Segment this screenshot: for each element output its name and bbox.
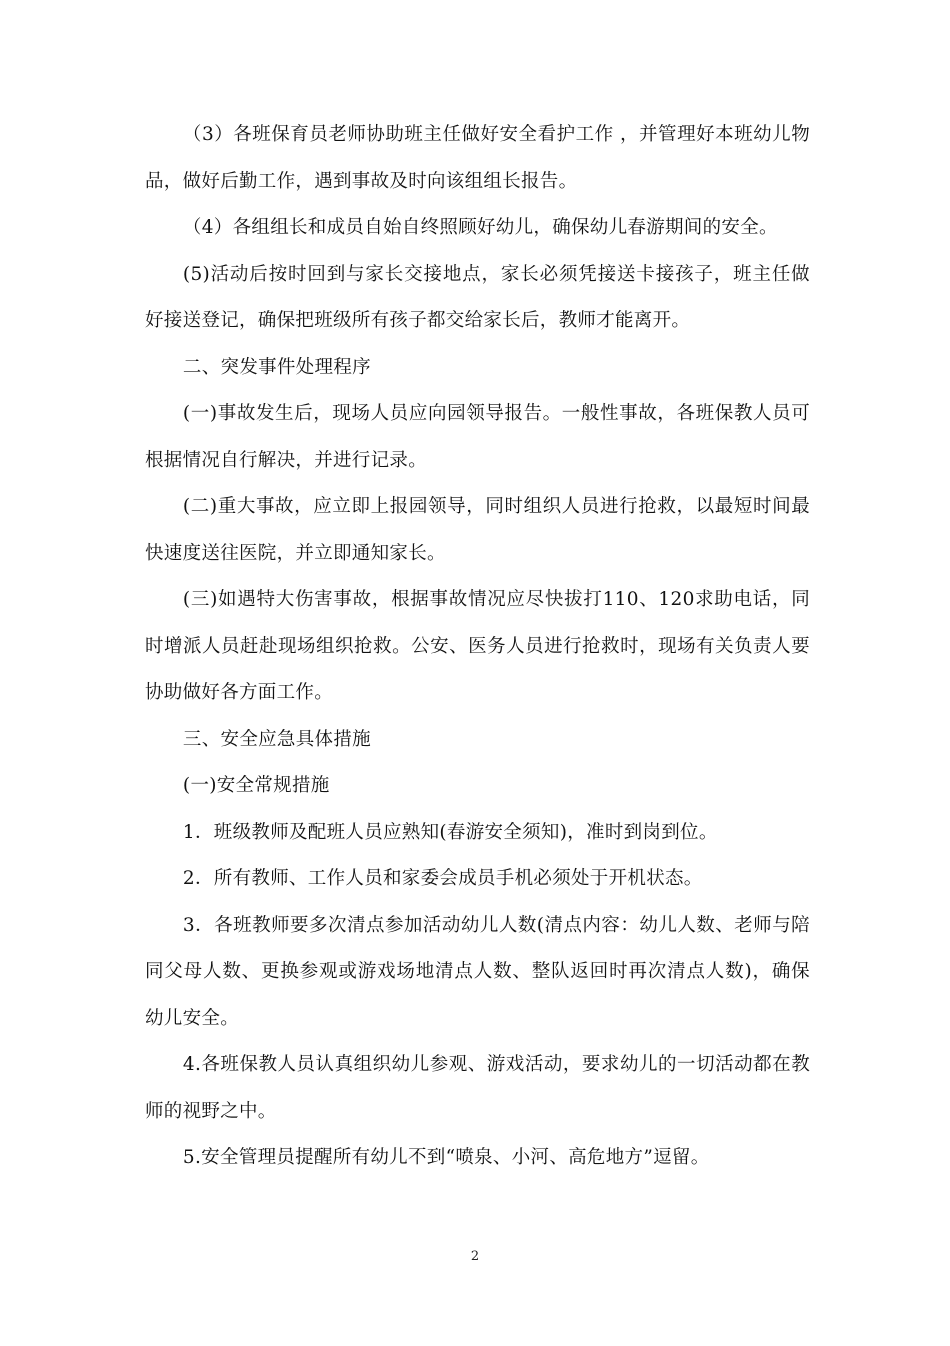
paragraph-duty-3: （3）各班保育员老师协助班主任做好安全看护工作 ，并管理好本班幼儿物品，做好后勤工作，遇到事故及时向该组组长报告。 [145, 124, 810, 192]
subheading-routine-measures: (一)安全常规措施 [182, 775, 330, 796]
paragraph-duty-4: （4）各组组长和成员自始自终照顾好幼儿，确保幼儿春游期间的安全。 [182, 217, 778, 238]
paragraph-measure-5: 5.安全管理员提醒所有幼儿不到“喷泉、小河、高危地方”逗留。 [182, 1147, 710, 1168]
paragraph-measure-4: 4.各班保教人员认真组织幼儿参观、游戏活动，要求幼儿的一切活动都在教师的视野之中。 [145, 1054, 810, 1122]
paragraph-measure-2: 2．所有教师、工作人员和家委会成员手机必须处于开机状态。 [182, 868, 703, 889]
paragraph-measure-3: 3．各班教师要多次清点参加活动幼儿人数(清点内容：幼儿人数、老师与陪同父母人数、更换参观或游戏场地清点人数、整队返回时再次清点人数)，确保幼儿安全。 [145, 914, 810, 1029]
paragraph-procedure-2: (二)重大事故，应立即上报园领导，同时组织人员进行抢救，以最短时间最快速度送往医院，并立即通知家长。 [145, 496, 810, 564]
paragraph-duty-5: (5)活动后按时回到与家长交接地点，家长必须凭接送卡接孩子，班主任做好接送登记，确保把班级所有孩子都交给家长后，教师才能离开。 [145, 263, 810, 331]
page-number: 2 [470, 1249, 480, 1264]
paragraph-procedure-3: (三)如遇特大伤害事故，根据事故情况应尽快拔打110、120求助电话，同时增派人员赶赴现场组织抢救。公安、医务人员进行抢救时，现场有关负责人要协助做好各方面工作。 [145, 589, 810, 703]
section-heading-emergency-procedure: 二、突发事件处理程序 [182, 356, 371, 378]
document-body [145, 112, 810, 1182]
section-heading-safety-measures: 三、安全应急具体措施 [182, 728, 371, 750]
paragraph-procedure-1: (一)事故发生后，现场人员应向园领导报告。一般性事故，各班保教人员可根据情况自行解决，并进行记录。 [145, 403, 810, 471]
paragraph-measure-1: 1．班级教师及配班人员应熟知(春游安全须知)，准时到岗到位。 [182, 821, 718, 843]
